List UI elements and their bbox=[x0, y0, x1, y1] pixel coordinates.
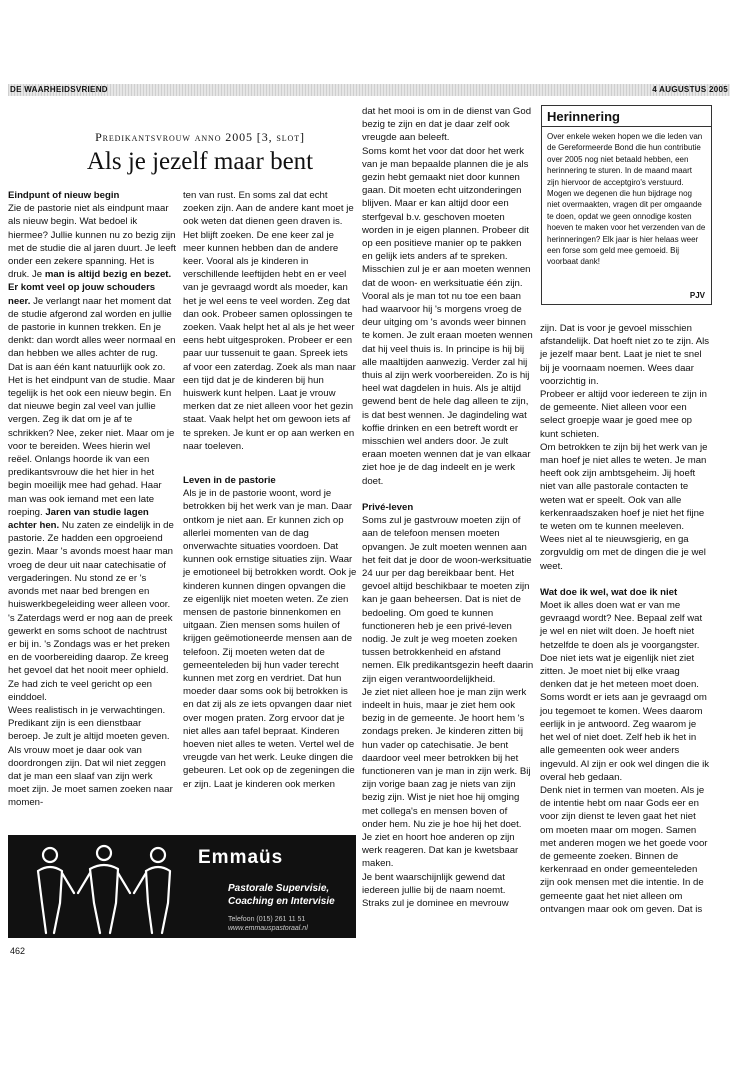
paragraph: Misschien zul je er aan moeten wennen dat de woon- en werksituatie één zijn. Vooral als je man tot nu toe een baan had waarvoor hij 's morgens vroeg de deur uitging om 's avonds weer binnen te komen. Je zult eraan moeten wennen dat hij veel thuis is. In principe is hij bij alle maaltijden aanwezig. Verder zal hij thuis al zijn werk voorbereiden. Zo is hij heel wat dagdelen in huis. Als je altijd gewend bent de hele dag alleen te zijn, is dat best wennen. Je dagindeling wat koffie drinken en een betreft wordt er misschien wel anders door. Je zult eraan moeten wennen dat je van elkaar ziet hoe je de dag indeelt en je werk doet. bbox=[362, 264, 533, 487]
publication-name: DE WAARHEIDSVRIEND bbox=[10, 85, 108, 94]
article-title: Als je jezelf maar bent bbox=[86, 148, 314, 175]
paragraph: Soms komt het voor dat door het werk van je man bepaalde plannen die je als gezin hebt gemaakt niet door kunnen gaan. Dit moeten echt uitzonderingen blijven. Maar er kan altijd door een sterfgeval b.v. geschoven moeten worden in je eigen plannen. Probeer dit op een positieve manier op te pakken en gelijk iets anders af te spreken. bbox=[362, 145, 529, 263]
paragraph: Je bent waarschijnlijk gewend dat iedereen jullie bij de naam noemt. Straks zul je dominee en mevrouw bbox=[362, 871, 509, 909]
text: Nu zaten ze eindelijk in de pastorie. Ze hadden een opgroeiend gezin. Maar 's avonds moest haar man vroeg de deur uit naar catechisatie of vergaderingen. Nu stond ze er 's avonds met naar bed brengen en huiswerkbegeleiding weer alleen voor. 's Zaterdags werd er nog aan de preek gewerkt en soms schoot de nachtrust er bij in. 's Zondags was er het preken en de voorbereiding daarop. Ze kreeg het gevoel dat het nooit meer ophield. Ze had zich te veel gericht op een einddoel. bbox=[8, 520, 174, 703]
text: Je verlangt naar het moment dat de studie afgerond zal worden en jullie de pastorie in kunnen trekken. En je denkt: dan wordt alles weer normaal en dan hebben we alles achter de rug. bbox=[8, 295, 176, 360]
bold-text: man is altijd bezig en bezet. Er komt veel op jouw schouders neer. bbox=[8, 269, 172, 307]
paragraph: Probeer er altijd voor iedereen te zijn in de gemeente. Niet alleen voor een select groepje waar je goed mee op kunt schieten. bbox=[540, 389, 707, 440]
column-4 bbox=[540, 322, 710, 916]
paragraph bbox=[8, 202, 176, 360]
column-3 bbox=[362, 105, 534, 910]
paragraph: Denk niet in termen van moeten. Als je de intentie hebt om naar Gods eer en voor zijn dienst te leven gaat het niet om moeten maar om mogen. Samen met anderen mogen we het goede voor de gemeente zoeken. Binnen de kerkenraad en onder gemeenteleden zijn ook mensen met die intentie. In de gemeente gaat het niet alleen om ontvangen maar ook om geven. Dat is bbox=[540, 784, 708, 915]
section-heading: Eindpunt of nieuw begin bbox=[8, 190, 120, 201]
section-heading: Wat doe ik wel, wat doe ik niet bbox=[540, 586, 678, 598]
ad-subtitle: Pastorale Supervisie, bbox=[228, 883, 330, 894]
column-2-section bbox=[183, 474, 357, 791]
paragraph: Wees realistisch in je verwachtingen. Predikant zijn is een dienstbaar beroep. Je zult je altijd moeten geven. Als vrouw moet je daar ook van doordrongen zijn. Dat wil niet zeggen dat je man een slaaf van zijn werk moet zijn. Je moet samen zoeken naar momen- bbox=[8, 704, 173, 809]
paragraph: ten van rust. En soms zal dat echt zoeken zijn. Aan de andere kant moet je ook weten dat dienen geen draven is. Het blijft zoeken. De ene keer zal je meer kunnen hebben dan de andere keer. Vooral als je kinderen in verschillende leeftijden hebt en er veel van je gevraagd wordt als moeder, kan het je wel eens te veel worden. Zeg dat dan ook. Probeer samen oplossingen te zoeken. Vaak helpt het al als je het weer eens hebt uitgesproken. Probeer er een paar uur tussenuit te gaan. Spreek iets af voor een zaterdag. Zoek als man naar een tijd dat je de kinderen bij hun huiswerk kunt helpen. Laat je vrouw merken dat ze niet alleen voor het gezin staat. Vaak helpt het om gewoon iets af te spreken. Je kunt er op aan werken en naar toeleven. bbox=[183, 190, 356, 452]
paragraph: Moet ik alles doen wat er van me gevraagd wordt? Nee. Bepaal zelf wat je wel en niet wilt doen. Je hoeft niet hetzelfde te doen als je voorgangster. Doe niet iets wat je eigenlijk niet ziet zitten. Je moet niet bij elke vraag denken dat je het meteen moet doen. Soms wordt er iets aan je gevraagd om jou tegemoet te komen. Wees daarom eerlijk in je antwoord. Zeg waarom je het wel of niet doet. Zelf heb ik het in alle gemeenten ook weer anders ingevuld. Al zijn er ook wel dingen die ik overal heb gedaan. bbox=[540, 600, 710, 783]
spacer bbox=[540, 573, 710, 586]
bold-text: Jaren van studie lagen achter hen. bbox=[8, 506, 149, 532]
column-1 bbox=[8, 189, 176, 810]
text: Zie de pastorie niet als eindpunt maar als nieuw begin. Wat bedoel ik hiermee? Jullie kunnen nu zo bezig zijn met de studie die al jaren duurt. Je leeft onder een zekere spanning. Het is druk. Je bbox=[8, 203, 176, 281]
figure-left bbox=[38, 848, 74, 933]
paragraph: Om betrokken te zijn bij het werk van je man hoef je niet alles te weten. Je man heeft ook zijn ambtsgeheim. Jij hoeft niet van alle pastorale contacten te weten wat er speelt. Ook van alle kerkenraadszaken hoef je niet het fijne te weten om te kunnen meeleven. Wees niet al te nieuwsgierig, en ga zorgvuldig om met de dingen die je wel weet. bbox=[540, 441, 708, 572]
ad-title: Emmaüs bbox=[198, 847, 284, 868]
ad-website: www.emmauspastoraal.nl bbox=[228, 925, 308, 932]
header-bar bbox=[8, 84, 730, 96]
figures-illustration bbox=[20, 841, 190, 936]
ad-subtitle: Coaching en Intervisie bbox=[228, 896, 335, 907]
reminder-signature: PJV bbox=[689, 291, 705, 300]
paragraph bbox=[8, 361, 176, 704]
paragraph: Je ziet niet alleen hoe je man zijn werk indeelt in huis, maar je ziet hem ook bezig in de gemeente. Je hoort hem 's zondags preken. Je kinderen zitten bij hun vader op catechisatie. Je bent daardoor veel meer betrokken bij het functioneren van je man in zijn werk. Bij zijn vorige baan zag je niets van zijn bezig zijn. Wist je niet hoe hij omging met collega's en mensen boven of onder hem. Nu zie je hoe hij het doet. Je ziet en hoort hoe anderen op zijn werk reageren. Dat kan je kwetsbaar maken. bbox=[362, 686, 531, 870]
paragraph: zijn. Dat is voor je gevoel misschien afstandelijk. Dat hoeft niet zo te zijn. Als je jezelf maar bent. Laat je niet te snel bij je voornaam noemen. Wees daar voorzichtig in. bbox=[540, 323, 710, 387]
emmaus-advertisement bbox=[8, 835, 356, 938]
paragraph: dat het mooi is om in de dienst van God bezig te zijn en dat je daar zelf ook vreugde aan beleeft. bbox=[362, 106, 532, 144]
figure-middle bbox=[78, 846, 130, 933]
paragraph: Soms zul je gastvrouw moeten zijn of aan de telefoon mensen moeten opvangen. Je zult moeten wennen aan het feit dat je door de woon-werksituatie 24 uur per dag bereikbaar bent. Het gevoel altijd beschikbaar te moeten zijn kan je gaan beheersen. Dat is niet de bedoeling. Om goed te kunnen functioneren heb je een privé-leven nodig. Je zult je weg moeten zoeken tussen betrokkenheid en afstand nemen. Elk predikantsgezin heeft daarin zijn eigen verantwoordelijkheid. bbox=[362, 515, 534, 685]
figure-right bbox=[134, 848, 170, 933]
reminder-box bbox=[541, 105, 712, 305]
issue-date: 4 AUGUSTUS 2005 bbox=[652, 85, 728, 94]
reminder-body: Over enkele weken hopen we die leden van de Gereformeerde Bond die hun contributie over 2005 nog niet betaald hebben, een herinnering te sturen. In de maand maart zijn hiervoor de acceptgiro's verstuurd. Mogen we degenen die hun bijdrage nog niet overmaakten, vragen dit per omgaande te doen, opdat we geen onnodige kosten hoeven te maken voor het verzenden van de herinneringen? Elk jaar is hier helaas weer een forse som geld mee gemoeid. Bij voorbaat dank! bbox=[547, 132, 706, 267]
paragraph: Als je in de pastorie woont, word je betrokken bij het werk van je man. Daar ontkom je niet aan. Er kunnen zich op allerlei momenten van de dag onverwachte situaties voordoen. Dat kunnen ook ernstige situaties zijn. Waar je emotioneel bij betrokken wordt. Ook je kinderen kunnen dingen opvangen die ze eigenlijk niet moeten weten. Ze zien mensen de pastorie binnenkomen en uitgaan. Zien mensen soms huilen of krijgen geëmotioneerde mensen aan de telefoon. Zij moeten weten dat de gemeenteleden bij hun vader terecht kunnen met zorg en verdriet. Dat hun moeder daar soms ook bij betrokken is en dat zij als ze iets opvangen daar niet over mogen praten. Zorg ervoor dat je niet alles aan tafel bepraat. Kinderen hoeven niet alles te weten. Vertel wel de vreugde van het werk. Leuke dingen die gebeuren. Let ook op de zegeningen die er zijn. Laat je kinderen ook merken bbox=[183, 488, 357, 790]
reminder-title: Herinnering bbox=[542, 106, 711, 127]
ad-phone: Telefoon (015) 261 11 51 bbox=[228, 916, 306, 923]
page-number: 462 bbox=[10, 946, 26, 956]
text: Dat is aan één kant natuurlijk ook zo. Het is het eindpunt van de studie. Maar tegelijk is het ook een nieuw begin. En dat nieuwe begin zal veel van jullie vergen. Zeg ik dat om je af te schrikken? Nee, zeker niet. Maar om je voor te bereiden. Wees hierin wel reëel. Onlangs hoorde ik van een predikantsvrouw die het hier in het begin moeilijk mee had gehad. Haar man was ook iemand met een late roeping. bbox=[8, 361, 175, 518]
article-kicker: Predikantsvrouw anno 2005 [3, slot] bbox=[95, 130, 305, 144]
spacer bbox=[362, 488, 534, 501]
section-heading: Privé-leven bbox=[362, 501, 414, 513]
column-2 bbox=[183, 189, 357, 453]
section-heading: Leven in de pastorie bbox=[183, 475, 276, 486]
